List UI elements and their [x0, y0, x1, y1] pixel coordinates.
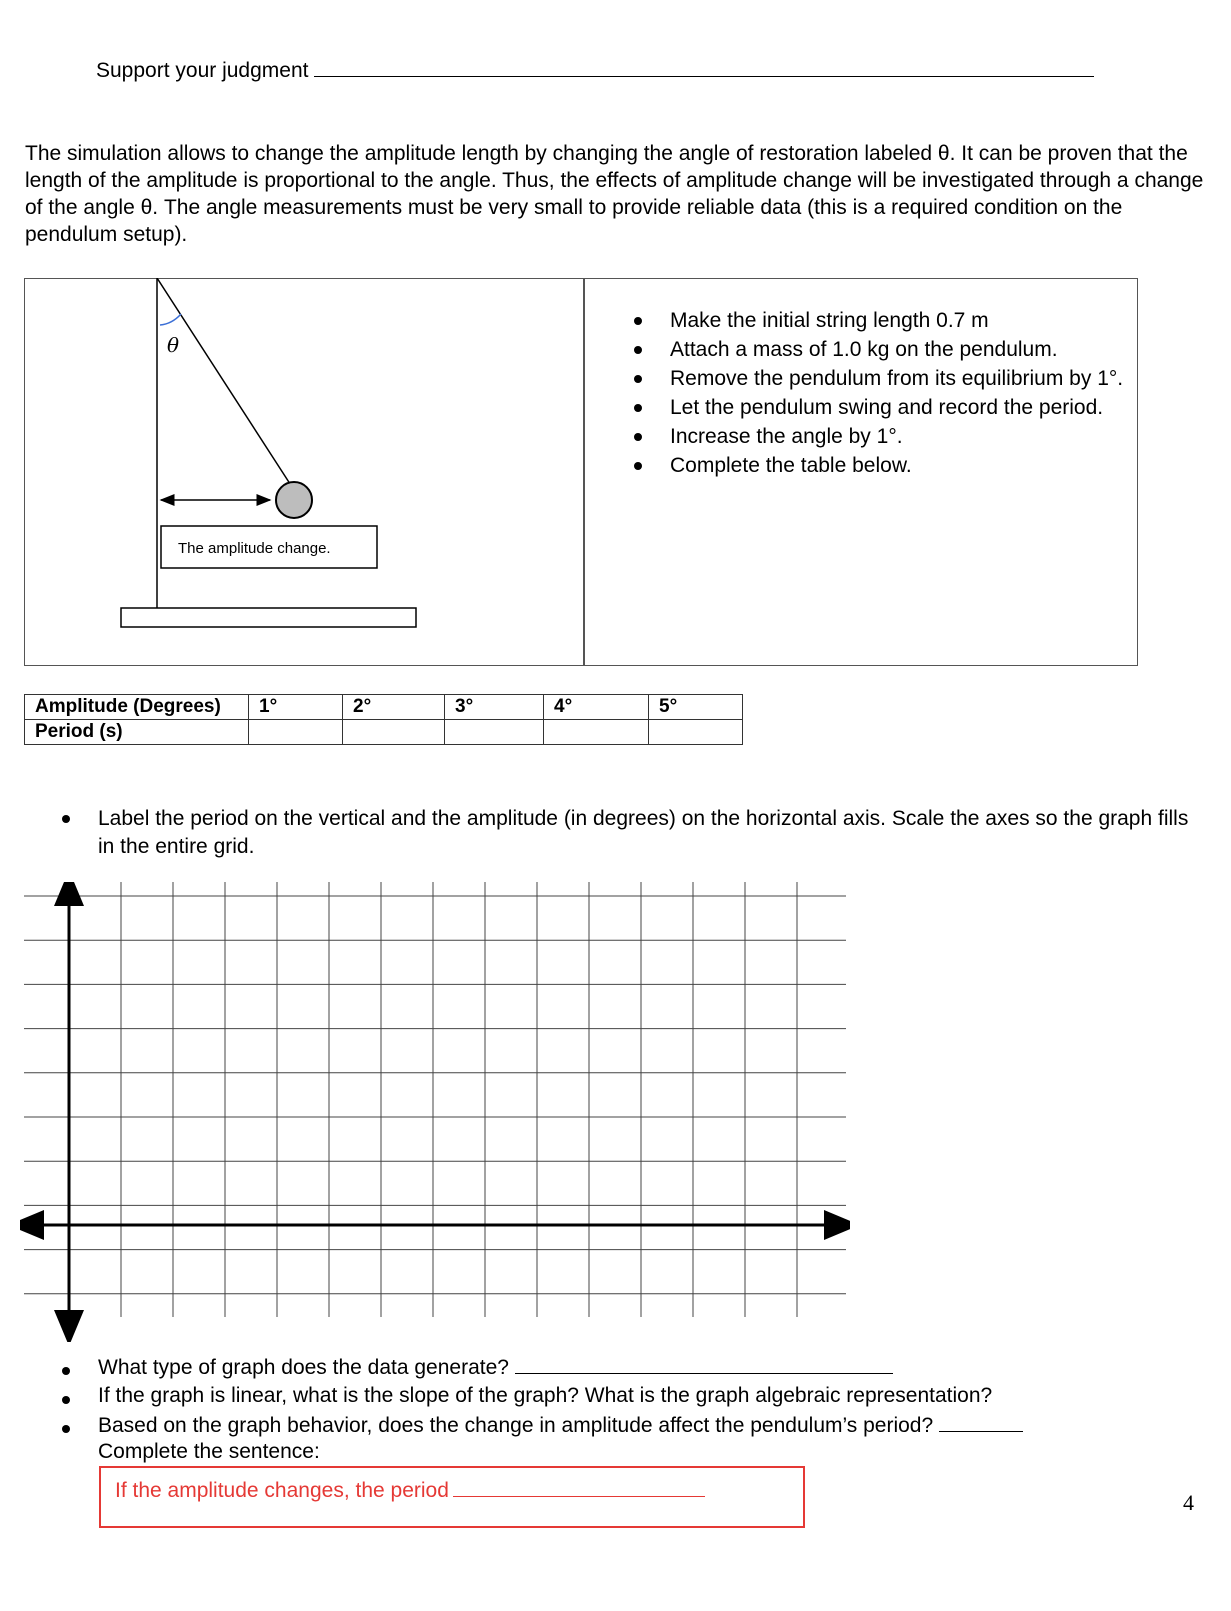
graph-grid[interactable]: [20, 882, 850, 1342]
table-period-cell[interactable]: [343, 720, 445, 745]
pendulum-diagram: [24, 278, 584, 666]
graph-instruction: Label the period on the vertical and the amplitude (in degrees) on the horizontal axis. Scale the axes so the graph fills in the entire grid.: [98, 807, 1189, 858]
step-item: Complete the table below.: [628, 451, 1123, 480]
step-item: Make the initial string length 0.7 m: [628, 306, 1123, 335]
table-row-amplitude: [25, 695, 743, 720]
answer-sentence-text: If the amplitude changes, the period: [115, 1479, 449, 1502]
page-number: 4: [1183, 1490, 1194, 1515]
step-item: Increase the angle by 1°.: [628, 422, 1123, 451]
bullet-icon: [62, 1425, 70, 1433]
table-period-cell[interactable]: [445, 720, 544, 745]
answer-sentence-blank[interactable]: [453, 1478, 705, 1497]
pendulum-base: [121, 608, 416, 627]
step-item: Attach a mass of 1.0 kg on the pendulum.: [628, 335, 1123, 364]
table-amplitude-cell: 3°: [445, 695, 544, 720]
bullet-icon: [62, 1396, 70, 1404]
bullet-icon: [62, 815, 70, 823]
answer-sentence: [115, 1478, 705, 1503]
table-amplitude-cell: 2°: [343, 695, 445, 720]
support-judgment-blank[interactable]: [314, 58, 1094, 77]
instruction-steps: [628, 306, 1123, 480]
pendulum-string: [157, 278, 294, 490]
table-amplitude-cell: 5°: [649, 695, 743, 720]
support-judgment-line: [96, 58, 1094, 83]
table-period-cell[interactable]: [249, 720, 343, 745]
question-amplitude-effect: [98, 1413, 1023, 1438]
question-text: If the graph is linear, what is the slope of the graph? What is the graph algebraic representation?: [98, 1384, 993, 1407]
step-item: Remove the pendulum from its equilibrium by 1°.: [628, 364, 1123, 393]
support-judgment-label: Support your judgment: [96, 59, 309, 82]
table-header-period: Period (s): [25, 720, 249, 745]
table-header-amplitude: Amplitude (Degrees): [25, 695, 249, 720]
answer-blank[interactable]: [939, 1413, 1023, 1432]
table-amplitude-cell: 4°: [544, 695, 649, 720]
question-text: Based on the graph behavior, does the change in amplitude affect the pendulum’s period?: [98, 1414, 934, 1437]
complete-sentence-instruction: Complete the sentence:: [98, 1440, 320, 1463]
answer-blank[interactable]: [515, 1355, 893, 1374]
pendulum-bob: [276, 482, 312, 518]
table-period-cell[interactable]: [649, 720, 743, 745]
amplitude-label: The amplitude change.: [178, 540, 331, 557]
theta-arc: [160, 314, 181, 325]
step-item: Let the pendulum swing and record the period.: [628, 393, 1123, 422]
question-slope: [98, 1384, 992, 1408]
question-graph-type: [98, 1355, 893, 1380]
table-amplitude-cell: 1°: [249, 695, 343, 720]
table-period-cell[interactable]: [544, 720, 649, 745]
table-row-period: [25, 720, 743, 745]
bullet-icon: [62, 1367, 70, 1375]
question-text: What type of graph does the data generate?: [98, 1356, 509, 1379]
intro-paragraph: The simulation allows to change the amplitude length by changing the angle of restoration labeled θ. It can be proven that the length of the amplitude is proportional to the angle. Thus, the effects of amplitude change will be investigated through a change of the angle θ. The angle measurements must be very small to provide reliable data (this is a required condition on the pendulum setup).: [25, 142, 1204, 246]
theta-label: θ: [167, 333, 180, 357]
data-table: [24, 694, 743, 745]
